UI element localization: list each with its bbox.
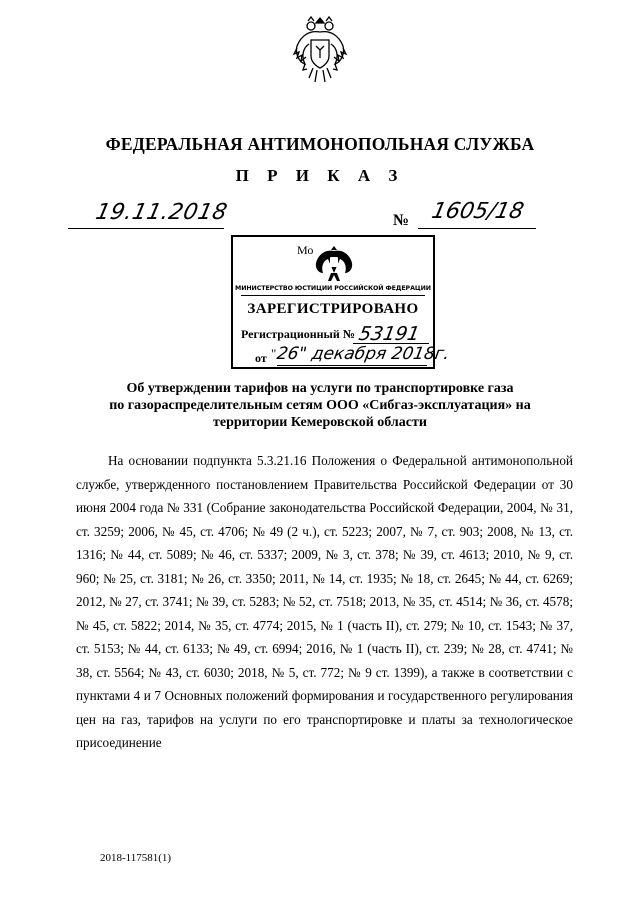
subject-line-3: территории Кемеровской области <box>213 415 427 430</box>
registration-stamp <box>231 235 452 369</box>
stamp-date-handwritten: 26" декабря 2018г. <box>275 344 452 364</box>
body-paragraph: На основании подпункта 5.3.21.16 Положения о Федеральной антимонопольной службе, утвержденного постановлением Правительства Российской Федерации от 30 июня 2004 года № 331 (Собрание законодательства Российской Федерации, 2004, № 31, ст. 3259; 2006, № 45, ст. 4706; № 49 (2 ч.), ст. 5223; 2007, № 7, ст. 903; 2008, № 13, ст. 1316; № 44, ст. 5089; № 46, ст. 5337; 2009, № 3, ст. 378; № 39, ст. 4613; 2010, № 9, ст. 960; № 25, ст. 3181; № 26, ст. 3350; 2011, № 14, ст. 1935; № 18, ст. 2645; № 44, ст. 6269; 2012, № 27, ст. 3741; № 39, ст. 5283; № 52, ст. 7518; 2013, № 35, ст. 4514; № 36, ст. 4578; № 45, ст. 5822; 2014, № 35, ст. 4774; 2015, № 1 (часть II), ст. 279; № 10, ст. 1543; № 37, ст. 5153; № 44, ст. 6133; № 49, ст. 6994; 2016, № 1 (часть II), ст. 239; № 28, ст. 4741; № 38, ст. 5564; № 43, ст. 6030; 2018, № 5, ст. 772; № 9 ст. 1399), а также в соответствии с пунктами 4 и 7 Основных положений формирования и государственного регулирования цен на газ, тарифов на услуги по его транспортировке и платы за технологическое присоединение <box>76 453 573 750</box>
stamp-registration-number-label: Регистрационный № <box>241 327 355 341</box>
stamp-divider <box>241 295 425 296</box>
agency-name: ФЕДЕРАЛЬНАЯ АНТИМОНОПОЛЬНАЯ СЛУЖБА <box>105 134 535 154</box>
date-underline <box>68 228 224 229</box>
stamp-mo-text: Мо <box>297 243 314 257</box>
subject-line-2: по газораспределительным сетям ООО «Сибгаз-эксплуатация» на <box>109 398 531 413</box>
stamp-registration-number-handwritten: 53191 <box>357 323 422 345</box>
stamp-eagle-icon <box>313 243 355 283</box>
number-sign: № <box>393 212 410 229</box>
stamp-date-underline <box>277 365 427 366</box>
stamp-ministry-name: МИНИСТЕРСТВО ЮСТИЦИИ РОССИЙСКОЙ ФЕДЕРАЦИИ <box>235 285 431 292</box>
number-underline <box>418 228 536 229</box>
document-footer-code: 2018-117581(1) <box>100 852 172 864</box>
russian-coat-of-arms-icon <box>291 12 349 92</box>
subject-line-1: Об утверждении тарифов на услуги по транспортировке газа <box>126 381 514 396</box>
stamp-from-label: от <box>255 351 267 365</box>
stamp-quote-open: " <box>271 346 277 361</box>
order-body <box>76 449 573 755</box>
order-subject <box>0 380 640 431</box>
stamp-registered-label: ЗАРЕГИСТРИРОВАНО <box>247 301 419 317</box>
order-number-handwritten: 1605/18 <box>429 199 527 224</box>
order-date-handwritten: 19.11.2018 <box>93 200 230 225</box>
document-type-title: П Р И К А З <box>235 166 405 185</box>
